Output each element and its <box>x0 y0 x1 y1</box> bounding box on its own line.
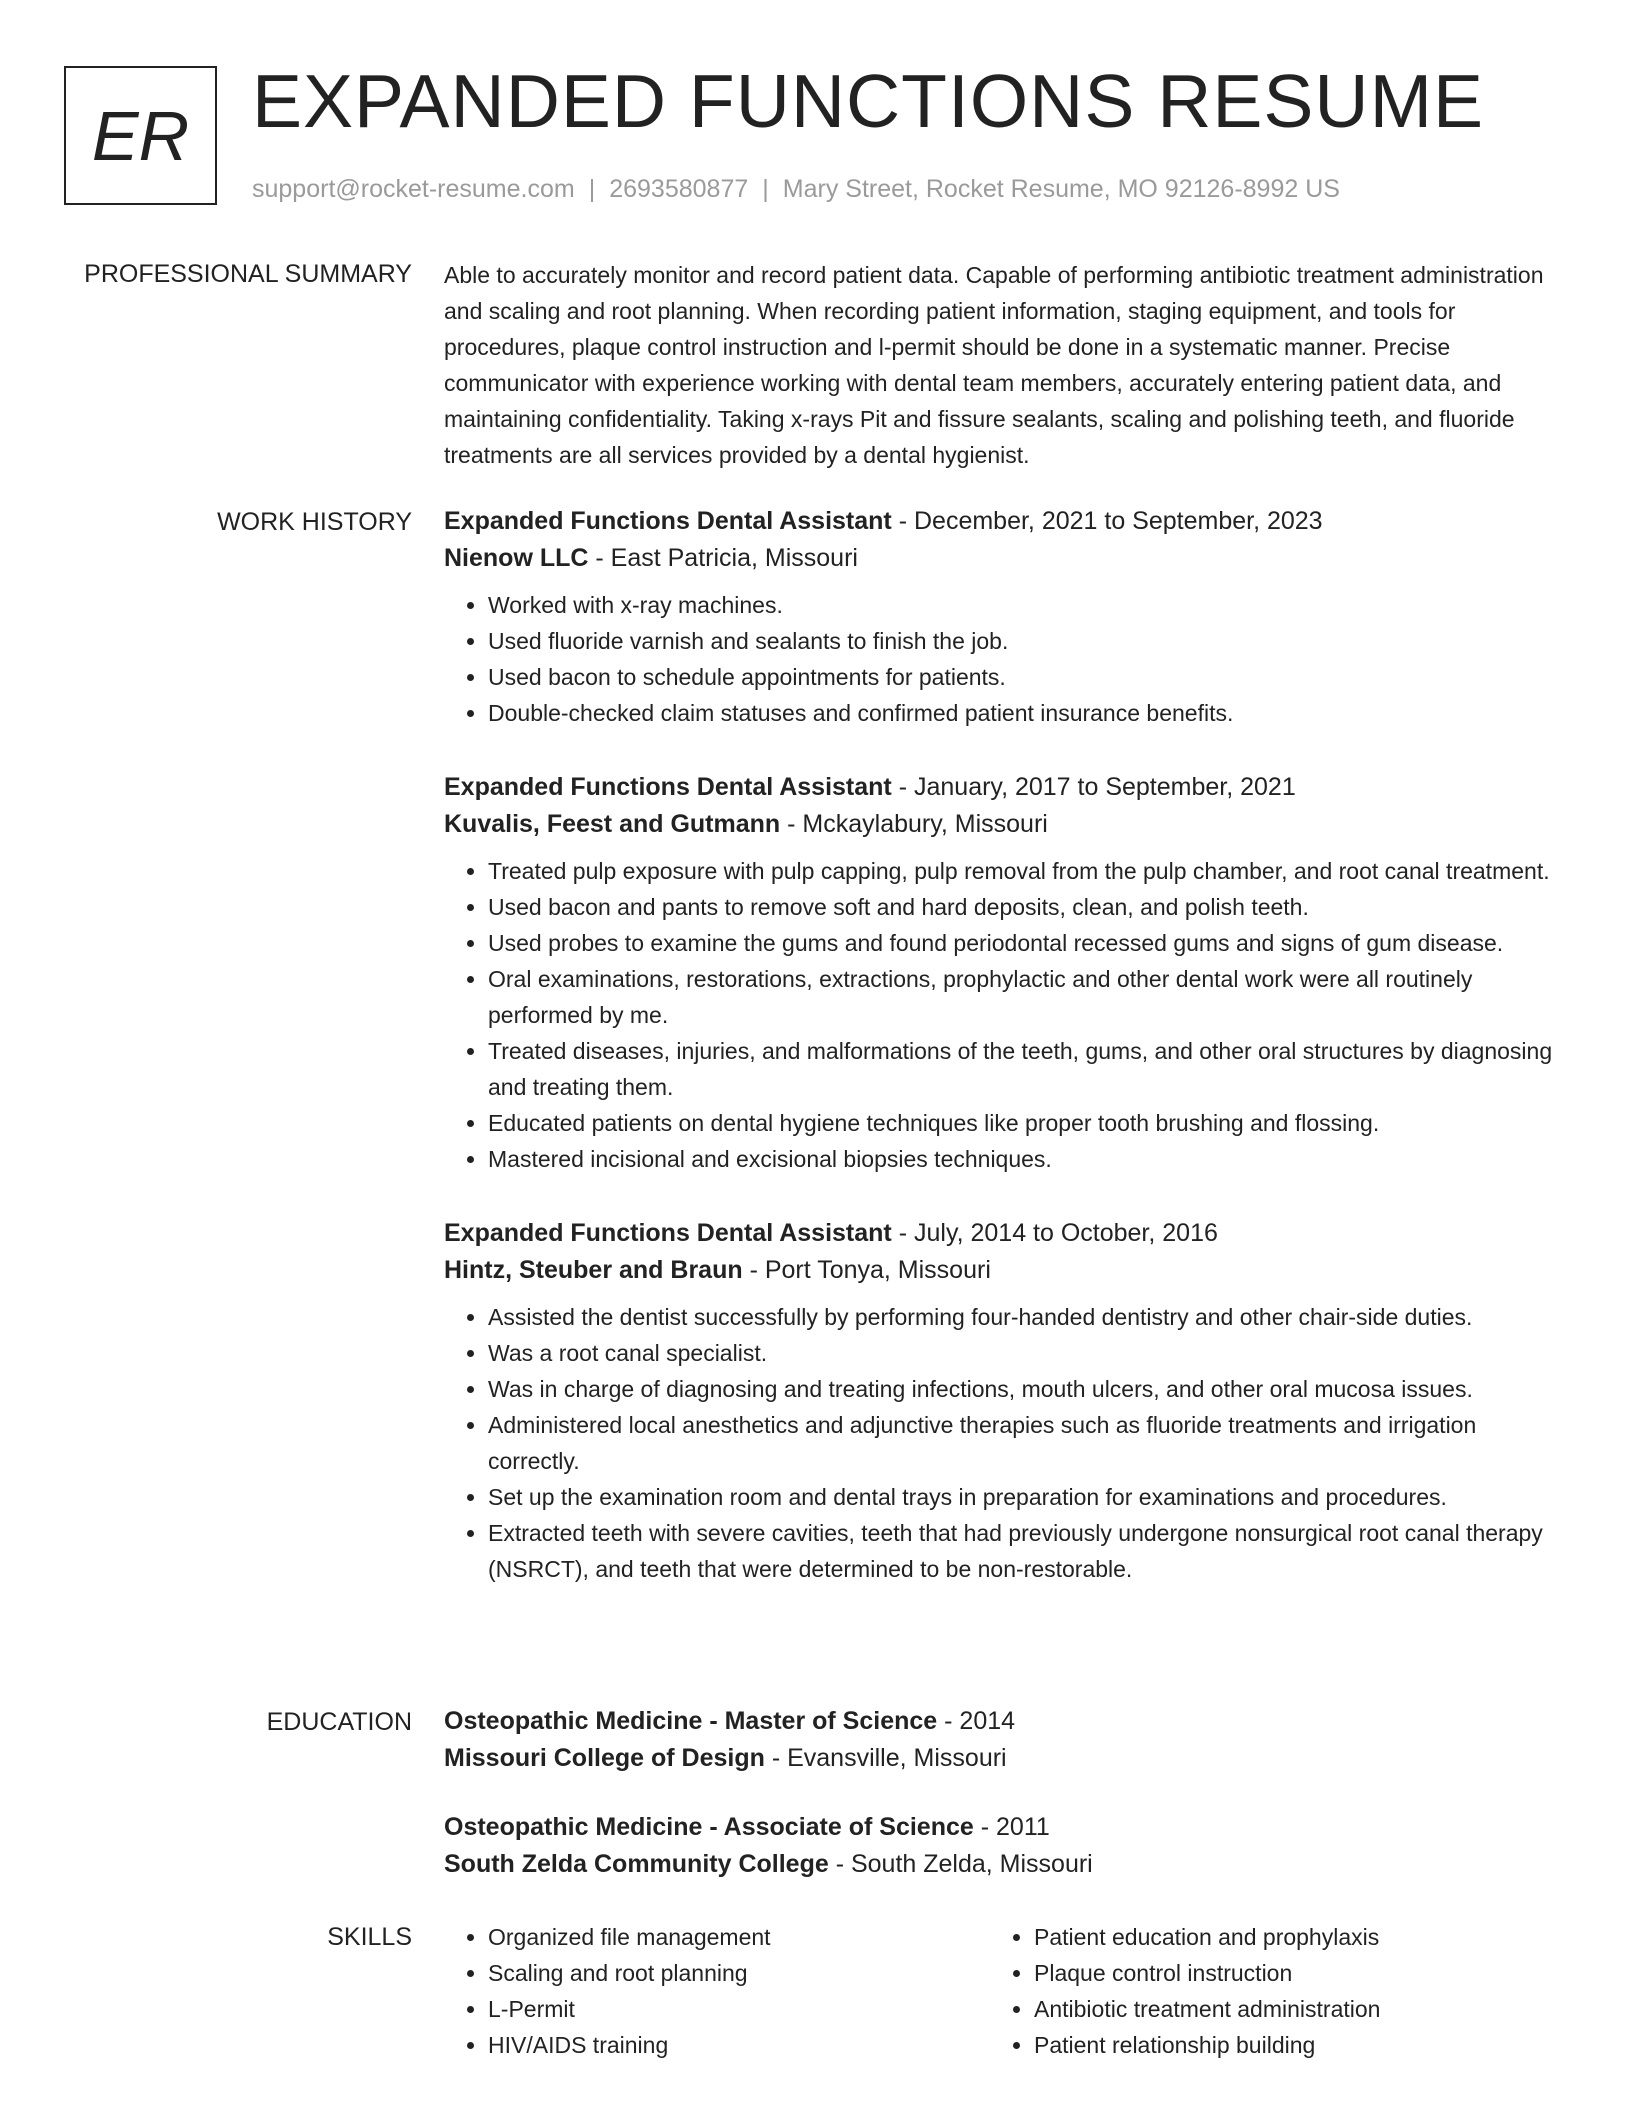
job-bullet: • Mastered incisional and excisional biopsies techniques. <box>488 1141 1554 1177</box>
education-section <box>444 1703 1554 1915</box>
skills-section <box>444 1919 1554 2063</box>
skills-heading: SKILLS <box>327 1923 412 1951</box>
contact-separator: | <box>762 175 769 203</box>
job-company-line <box>444 539 1554 577</box>
skills-list-right <box>990 1919 1536 2063</box>
job-bullet: • Educated patients on dental hygiene techniques like proper tooth brushing and flossing. <box>488 1105 1554 1141</box>
job-bullets <box>444 1299 1554 1587</box>
summary-section <box>444 257 1554 473</box>
degree-year: - 2014 <box>937 1707 1016 1735</box>
work-history-heading: WORK HISTORY <box>217 508 412 536</box>
degree: Osteopathic Medicine - Master of Science <box>444 1707 938 1735</box>
job-bullet: • Oral examinations, restorations, extractions, prophylactic and other dental work were all routinely performed by me. <box>488 961 1554 1033</box>
skill-item: • Organized file management <box>488 1919 990 1955</box>
resume-title: EXPANDED FUNCTIONS RESUME <box>252 59 1485 143</box>
degree-line <box>444 1809 1554 1845</box>
job-title-line <box>444 503 1554 539</box>
education-entry <box>444 1703 1554 1777</box>
school-line <box>444 1739 1554 1777</box>
job-bullet: • Extracted teeth with severe cavities, teeth that had previously undergone nonsurgical root canal therapy (NSRCT), and teeth that were determined to be non-restorable. <box>488 1515 1554 1587</box>
job-title: Expanded Functions Dental Assistant <box>444 773 892 801</box>
school: Missouri College of Design <box>444 1744 765 1772</box>
job-bullets <box>444 587 1554 731</box>
job-bullet: • Assisted the dentist successfully by performing four-handed dentistry and other chair-side duties. <box>488 1299 1554 1335</box>
job-title: Expanded Functions Dental Assistant <box>444 507 892 535</box>
contact-line <box>252 174 1340 204</box>
work-history-section <box>444 503 1554 1625</box>
contact-email: support@rocket-resume.com <box>252 175 575 203</box>
school-location: - South Zelda, Missouri <box>828 1850 1093 1878</box>
job-company-line <box>444 1251 1554 1289</box>
job-bullet: • Treated pulp exposure with pulp capping, pulp removal from the pulp chamber, and root canal treatment. <box>488 853 1554 889</box>
job-bullet: • Was a root canal specialist. <box>488 1335 1554 1371</box>
degree-year: - 2011 <box>973 1813 1050 1841</box>
job-dates: - July, 2014 to October, 2016 <box>891 1219 1218 1247</box>
job-location: - Mckaylabury, Missouri <box>780 810 1048 838</box>
job-bullet: • Used bacon to schedule appointments for patients. <box>488 659 1554 695</box>
job-entry <box>444 769 1554 1177</box>
skill-item: • HIV/AIDS training <box>488 2027 990 2063</box>
summary-heading: PROFESSIONAL SUMMARY <box>84 260 412 288</box>
school: South Zelda Community College <box>444 1850 829 1878</box>
job-company: Nienow LLC <box>444 544 589 572</box>
skill-item: • Patient education and prophylaxis <box>1034 1919 1536 1955</box>
job-bullet: • Used bacon and pants to remove soft and hard deposits, clean, and polish teeth. <box>488 889 1554 925</box>
school-location: - Evansville, Missouri <box>764 1744 1007 1772</box>
job-company-line <box>444 805 1554 843</box>
job-title-line <box>444 1215 1554 1251</box>
job-company: Kuvalis, Feest and Gutmann <box>444 810 781 838</box>
skill-item: • Antibiotic treatment administration <box>1034 1991 1536 2027</box>
job-location: - East Patricia, Missouri <box>588 544 858 572</box>
education-heading: EDUCATION <box>266 1708 412 1736</box>
job-bullet: • Treated diseases, injuries, and malformations of the teeth, gums, and other oral structures by diagnosing and treating them. <box>488 1033 1554 1105</box>
contact-address: Mary Street, Rocket Resume, MO 92126-8992 US <box>782 175 1340 203</box>
job-company: Hintz, Steuber and Braun <box>444 1256 743 1284</box>
degree-line <box>444 1703 1554 1739</box>
education-entry <box>444 1809 1554 1883</box>
skill-item: • Scaling and root planning <box>488 1955 990 1991</box>
skills-list-left <box>444 1919 990 2063</box>
skill-item: • Plaque control instruction <box>1034 1955 1536 1991</box>
skill-item: • L-Permit <box>488 1991 990 2027</box>
school-line <box>444 1845 1554 1883</box>
summary-text: Able to accurately monitor and record patient data. Capable of performing antibiotic treatment administration and scaling and root planning. When recording patient information, staging equipment, and tools for procedures, plaque control instruction and l-permit should be done in a systematic manner. Precise communicator with experience working with dental team members, accurately entering patient data, and maintaining confidentiality. Taking x-rays Pit and fissure sealants, scaling and polishing teeth, and fluoride treatments are all services provided by a dental hygienist. <box>444 262 1544 468</box>
job-bullet: • Double-checked claim statuses and confirmed patient insurance benefits. <box>488 695 1554 731</box>
monogram-logo: ER <box>64 66 217 205</box>
job-bullet: • Set up the examination room and dental trays in preparation for examinations and procedures. <box>488 1479 1554 1515</box>
job-bullet: • Used fluoride varnish and sealants to finish the job. <box>488 623 1554 659</box>
job-bullet: • Worked with x-ray machines. <box>488 587 1554 623</box>
job-dates: - January, 2017 to September, 2021 <box>891 773 1296 801</box>
job-entry <box>444 1215 1554 1587</box>
job-entry <box>444 503 1554 731</box>
skill-item: • Patient relationship building <box>1034 2027 1536 2063</box>
degree: Osteopathic Medicine - Associate of Science <box>444 1813 974 1841</box>
job-bullet: • Administered local anesthetics and adjunctive therapies such as fluoride treatments and irrigation correctly. <box>488 1407 1554 1479</box>
job-bullets <box>444 853 1554 1177</box>
job-location: - Port Tonya, Missouri <box>742 1256 991 1284</box>
job-dates: - December, 2021 to September, 2023 <box>891 507 1323 535</box>
job-title: Expanded Functions Dental Assistant <box>444 1219 892 1247</box>
job-bullet: • Was in charge of diagnosing and treating infections, mouth ulcers, and other oral mucosa issues. <box>488 1371 1554 1407</box>
job-bullet: • Used probes to examine the gums and found periodontal recessed gums and signs of gum disease. <box>488 925 1554 961</box>
contact-phone: 2693580877 <box>609 175 749 203</box>
contact-separator: | <box>588 175 596 203</box>
job-title-line <box>444 769 1554 805</box>
